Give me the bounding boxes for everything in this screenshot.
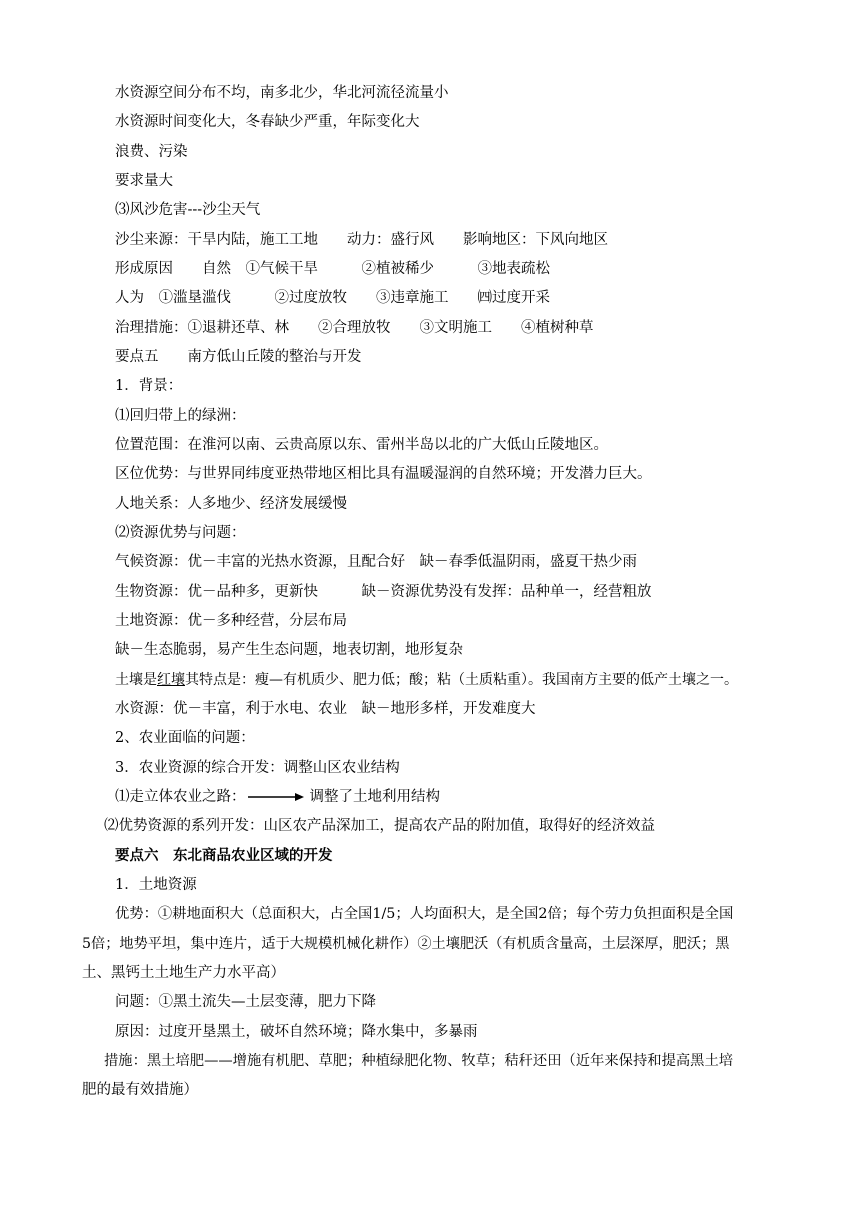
text-line: 3．农业资源的综合开发：调整山区农业结构: [115, 760, 400, 776]
text-line: 1．土地资源: [115, 877, 197, 893]
text-line: ⑵资源优势与问题：: [115, 525, 246, 541]
text-line: 水资源空间分布不均，南多北少，华北河流径流量小: [115, 85, 449, 101]
text-fragment: 其特点是：瘦—有机质少、肥力低；酸；粘（土质粘重）。我国南方主要的低产土壤之一。: [185, 672, 738, 688]
text-line: 位置范围：在淮河以南、云贵高原以东、雷州半岛以北的广大低山丘陵地区。: [115, 437, 608, 453]
text-line: 缺－生态脆弱，易产生生态问题，地表切割，地形复杂: [115, 642, 463, 658]
text-line: 水资源时间变化大，冬春缺少严重，年际变化大: [115, 114, 420, 130]
text-line: 肥的最有效措施）: [82, 1082, 198, 1098]
section-heading: 要点六 东北商品农业区域的开发: [115, 847, 333, 864]
text-line: ⑵优势资源的系列开发：山区农产品深加工，提高农产品的附加值，取得好的经济效益: [104, 818, 655, 834]
text-line: 2、农业面临的问题：: [115, 730, 255, 746]
underlined-term: 红壤: [157, 672, 185, 688]
text-line: 问题：①黑土流失—土层变薄，肥力下降: [115, 994, 376, 1010]
text-line: [115, 670, 738, 690]
text-fragment: 调整了土地利用结构: [309, 789, 440, 805]
text-line: 5倍；地势平坦，集中连片，适于大规模机械化耕作）②土壤肥沃（有机质含量高，土层深厚，肥沃；黑: [82, 936, 730, 952]
text-line: 土、黑钙土土地生产力水平高）: [82, 965, 285, 981]
section-heading: 要点五 南方低山丘陵的整治与开发: [115, 349, 362, 365]
text-line: 措施：黑土培肥——增施有机肥、草肥；种植绿肥化物、牧草；秸秆还田（近年来保持和提高黑土培: [104, 1053, 734, 1069]
arrow-right-icon: [248, 792, 304, 802]
text-fragment: 土壤是: [115, 672, 157, 688]
text-line: 土地资源：优－多种经营，分层布局: [115, 613, 347, 629]
text-line: 区位优势：与世界同纬度亚热带地区相比具有温暖湿润的自然环境；开发潜力巨大。: [115, 466, 652, 482]
text-line: 人地关系：人多地少、经济发展缓慢: [115, 496, 347, 512]
text-line: ⑴回归带上的绿洲：: [115, 408, 246, 424]
text-line: 原因：过度开垦黑土，破坏自然环境；降水集中，多暴雨: [115, 1024, 478, 1040]
text-line: 生物资源：优－品种多，更新快 缺－资源优势没有发挥：品种单一，经营粗放: [115, 584, 652, 600]
text-line: [115, 787, 440, 807]
text-line: 要求量大: [115, 173, 173, 189]
text-line: 浪费、污染: [115, 144, 188, 160]
text-line: 水资源：优－丰富，利于水电、农业 缺－地形多样，开发难度大: [115, 701, 536, 717]
text-line: 治理措施：①退耕还草、林 ②合理放牧 ③文明施工 ④植树种草: [115, 320, 594, 336]
text-line: ⑶风沙危害---沙尘天气: [115, 202, 261, 218]
text-fragment: ⑴走立体农业之路：: [115, 789, 246, 805]
text-line: 气候资源：优－丰富的光热水资源，且配合好 缺－春季低温阴雨，盛夏干热少雨: [115, 554, 637, 570]
text-line: 人为 ①滥垦滥伐 ②过度放牧 ③违章施工 ㈣过度开采: [115, 290, 550, 306]
text-line: 沙尘来源：干旱内陆，施工工地 动力：盛行风 影响地区：下风向地区: [115, 232, 608, 248]
text-line: 形成原因 自然 ①气候干旱 ②植被稀少 ③地表疏松: [115, 261, 550, 277]
text-line: 优势：①耕地面积大（总面积大，占全国1/5；人均面积大，是全国2倍；每个劳力负担面积是全国: [115, 906, 734, 922]
text-line: 1．背景：: [115, 378, 183, 394]
